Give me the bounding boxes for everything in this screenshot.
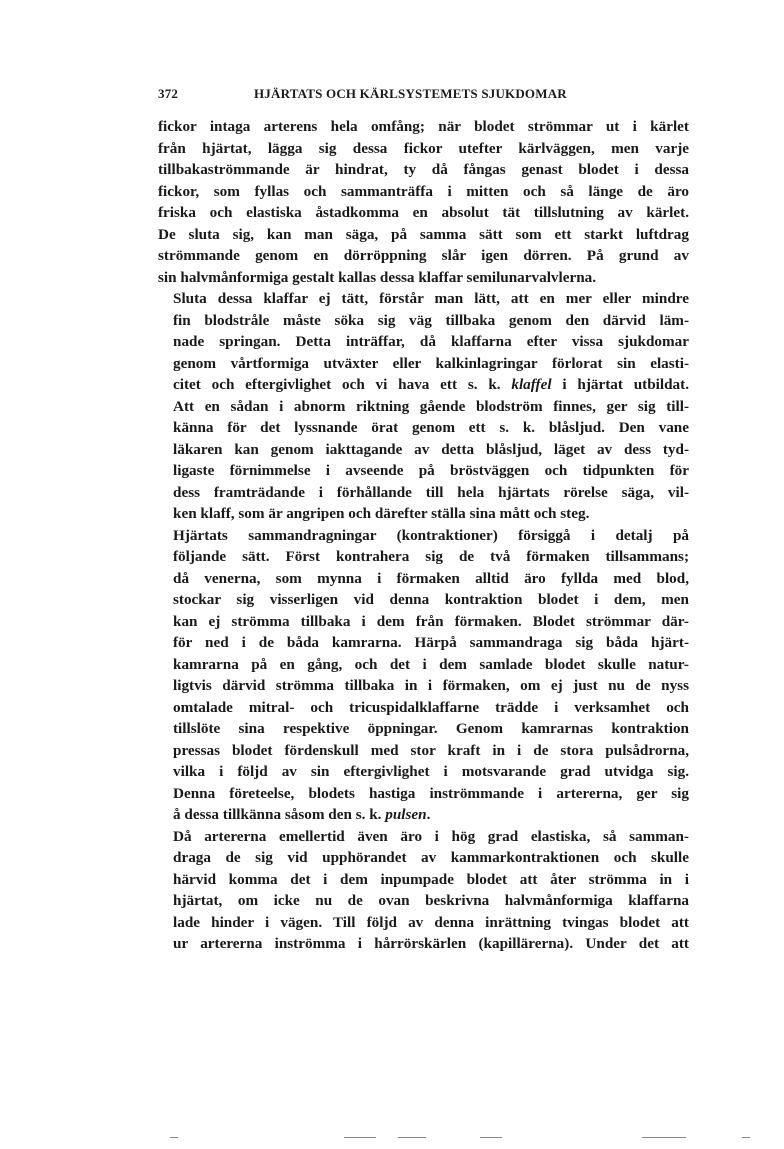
text-line: fickor intaga arterens hela omfång; när blodet strömmar ut i kärlet bbox=[158, 118, 689, 135]
emphasized-term: pulsen bbox=[385, 806, 427, 823]
text-fragment: i hjärtat utbildat. bbox=[551, 376, 689, 393]
text-line: kan ej strömma tillbaka i dem från förmaken. Blodet strömmar där- bbox=[173, 612, 689, 630]
text-line: fickor, som fyllas och sammanträffa i mitten och så länge de äro bbox=[158, 182, 689, 200]
text-line: ken klaff, som är angripen och därefter ställa sina mått och steg. bbox=[173, 505, 590, 522]
text-line: strömmande genom en dörröppning slår igen dörren. På grund av bbox=[158, 247, 689, 264]
text-line: Att en sådan i abnorm riktning gående blodström finnes, ger sig till- bbox=[173, 397, 689, 415]
book-page bbox=[158, 86, 689, 955]
text-line: vilka i följd av sin eftergivlighet i motsvarande grad utvidga sig. bbox=[173, 763, 689, 780]
text-line: kamrarna på en gång, och det i dem samlade blodet skulle natur- bbox=[173, 655, 689, 673]
running-head bbox=[158, 86, 689, 108]
text-line: Sluta dessa klaffar ej tätt, förstår man lätt, att en mer eller mindre bbox=[173, 290, 689, 307]
text-line: omtalade mitral- och tricuspidalklaffarne trädde i verksamhet och bbox=[173, 698, 689, 716]
text-line: friska och elastiska åstadkomma en absolut tät tillslutning av kärlet. bbox=[158, 204, 689, 221]
text-line: genom vårtformiga utväxter eller kalkinlagringar förlorat sin elasti- bbox=[173, 354, 689, 372]
text-line: då venerna, som mynna i förmaken alltid äro fyllda med blod, bbox=[173, 569, 689, 587]
text-line: nade springan. Detta inträffar, då klaffarna efter vissa sjukdomar bbox=[173, 333, 689, 350]
scan-mark bbox=[344, 1137, 376, 1138]
paragraph-3 bbox=[158, 525, 689, 826]
paragraph-1 bbox=[158, 116, 689, 288]
paragraph-2 bbox=[158, 288, 689, 525]
text-fragment: å dessa tillkänna såsom den s. k. bbox=[173, 806, 382, 823]
text-line: Hjärtats sammandragningar (kontraktioner) försiggå i detalj på bbox=[173, 526, 689, 544]
text-line: draga de sig vid upphörandet av kammarkontraktionen och skulle bbox=[173, 849, 689, 866]
text-line: ligtvis därvid strömma tillbaka in i förmaken, om ej just nu de nyss bbox=[173, 677, 689, 694]
text-line-with-emphasis bbox=[158, 374, 689, 396]
text-line: sin halvmånformiga gestalt kallas dessa klaffar semilunarvalvlerna. bbox=[158, 268, 597, 286]
text-line: ligaste förnimmelse i avseende på bröstväggen och tidpunkten för bbox=[173, 462, 689, 479]
text-line: De sluta sig, kan man säga, på samma sätt som ett starkt luftdrag bbox=[158, 225, 689, 243]
chapter-title: HJÄRTATS OCH KÄRLSYSTEMETS SJUKDOMAR bbox=[254, 86, 567, 101]
body-text bbox=[158, 116, 689, 955]
scan-mark bbox=[642, 1137, 686, 1138]
text-line-with-emphasis bbox=[158, 804, 689, 826]
text-fragment: citet och eftergivlighet och vi hava ett s. k. bbox=[173, 376, 501, 393]
text-line: Då artererna emellertid även äro i hög grad elastiska, så samman- bbox=[173, 827, 689, 845]
text-line: följande sätt. Först kontrahera sig de två förmaken tillsammans; bbox=[173, 548, 689, 565]
text-line: Denna företeelse, blodets hastiga inströmmande i artererna, ger sig bbox=[173, 784, 689, 802]
text-line: från hjärtat, lägga sig dessa fickor utefter kärlväggen, men varje bbox=[158, 139, 689, 157]
text-line: härvid komma det i dem inpumpade blodet att åter strömma in i bbox=[173, 870, 689, 888]
scan-edge-marks bbox=[0, 1137, 784, 1143]
text-line: känna för det lyssnande örat genom ett s. k. blåsljud. Den vane bbox=[173, 419, 689, 436]
text-line: läkaren kan genom iakttagande av detta blåsljud, läget av dess tyd- bbox=[173, 440, 689, 458]
scan-mark bbox=[480, 1137, 502, 1138]
scan-mark bbox=[742, 1137, 750, 1138]
text-line: tillslöte sina respektive öppningar. Genom kamrarnas kontraktion bbox=[173, 720, 689, 737]
scan-mark bbox=[398, 1137, 426, 1138]
text-line: fin blodstråle måste söka sig väg tillbaka genom den därvid läm- bbox=[173, 311, 689, 329]
scan-mark bbox=[170, 1137, 178, 1138]
text-line: hjärtat, om icke nu de ovan beskrivna halvmånformiga klaffarna bbox=[173, 892, 689, 909]
text-line: för ned i de båda kamrarna. Härpå sammandraga sig båda hjärt- bbox=[173, 634, 689, 651]
emphasized-term: klaffel bbox=[511, 376, 552, 393]
text-line: dess framträdande i förhållande till hela hjärtats rörelse säga, vil- bbox=[173, 483, 689, 501]
text-line: stockar sig visserligen vid denna kontraktion blodet i dem, men bbox=[173, 591, 689, 608]
text-line: pressas blodet fördenskull med stor kraft in i de stora pulsådrorna, bbox=[173, 741, 689, 759]
paragraph-4 bbox=[158, 826, 689, 955]
page-number: 372 bbox=[158, 86, 179, 101]
text-line: lade hinder i vägen. Till följd av denna inrättning tvingas blodet att bbox=[173, 913, 689, 931]
text-fragment: . bbox=[426, 806, 431, 823]
text-line: tillbakaströmmande är hindrat, ty då fångas genast blodet i dessa bbox=[158, 161, 689, 178]
text-line: ur artererna inströmma i hårrörskärlen (kapillärerna). Under det att bbox=[173, 935, 689, 952]
